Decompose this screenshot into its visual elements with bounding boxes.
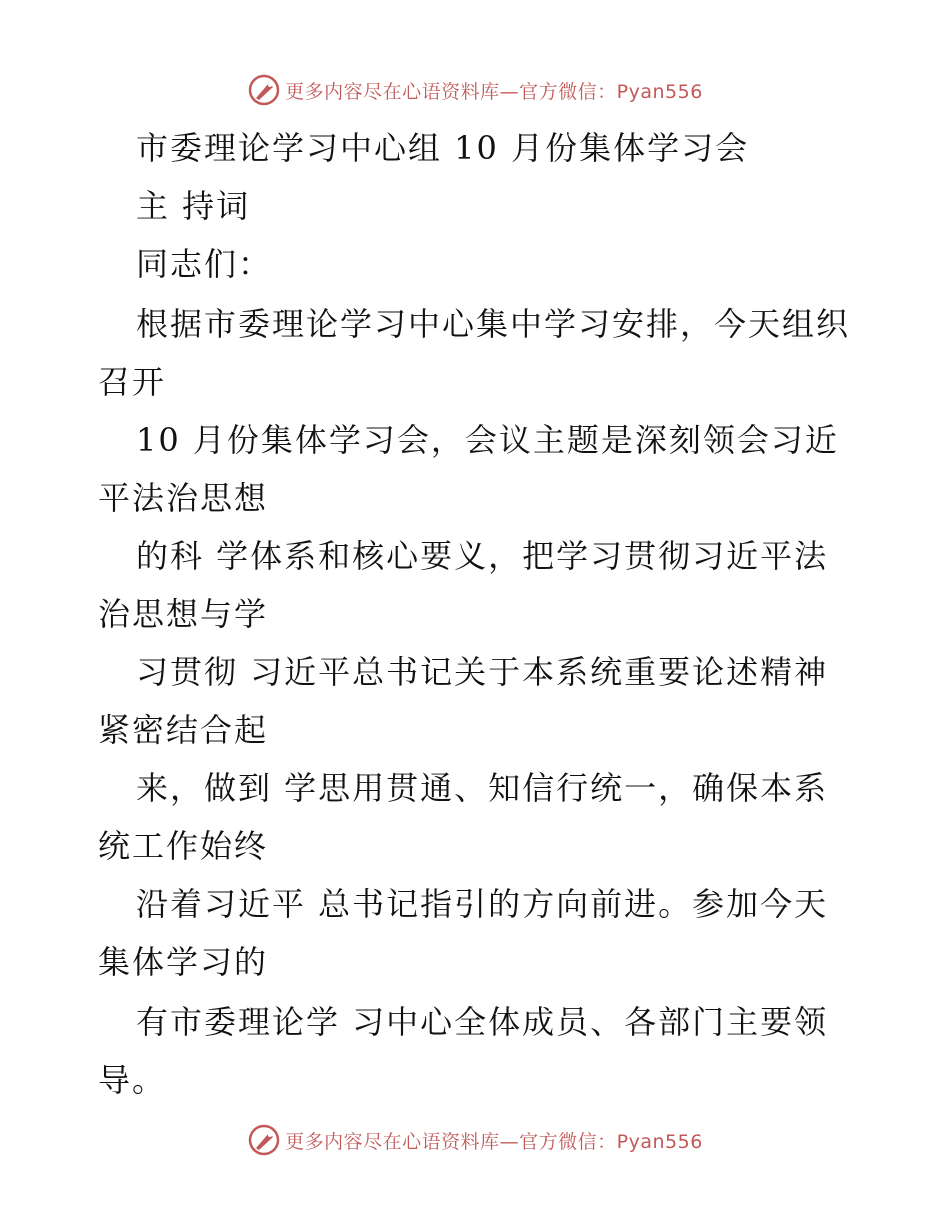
paragraph-line: 紧密结合起 bbox=[98, 711, 269, 749]
bottom-watermark-banner bbox=[0, 1120, 950, 1160]
pen-nib-circle-logo-icon bbox=[247, 73, 281, 107]
top-watermark-banner bbox=[0, 70, 950, 110]
paragraph-line: 导。 bbox=[98, 1061, 167, 1099]
document-title-line-2: 主 持词 bbox=[136, 187, 251, 225]
paragraph-line: 召开 bbox=[98, 363, 167, 401]
paragraph-line: 的科 学体系和核心要义，把学习贯彻习近平法 bbox=[136, 537, 829, 575]
paragraph-line: 来，做到 学思用贯通、知信行统一，确保本系 bbox=[136, 769, 829, 807]
paragraph-line: 10 月份集体学习会，会议主题是深刻领会习近 bbox=[136, 421, 839, 459]
pen-nib-circle-logo-icon bbox=[247, 1123, 281, 1157]
paragraph-line: 治思想与学 bbox=[98, 595, 269, 633]
watermark-text: 更多内容尽在心语资料库—官方微信：Pyan556 bbox=[285, 1130, 703, 1153]
paragraph-line: 集体学习的 bbox=[98, 943, 269, 981]
paragraph-line: 沿着习近平 总书记指引的方向前进。参加今天 bbox=[136, 885, 829, 923]
salutation: 同志们： bbox=[136, 245, 273, 283]
watermark-text: 更多内容尽在心语资料库—官方微信：Pyan556 bbox=[285, 80, 703, 103]
paragraph-line: 有市委理论学 习中心全体成员、各部门主要领 bbox=[136, 1003, 829, 1041]
document-title-line-1: 市委理论学习中心组 10 月份集体学习会 bbox=[136, 129, 750, 167]
paragraph-line: 统工作始终 bbox=[98, 827, 269, 865]
paragraph-line: 平法治思想 bbox=[98, 479, 269, 517]
paragraph-line: 习贯彻 习近平总书记关于本系统重要论述精神 bbox=[136, 653, 829, 691]
paragraph-line: 根据市委理论学习中心集中学习安排，今天组织 bbox=[136, 305, 851, 343]
